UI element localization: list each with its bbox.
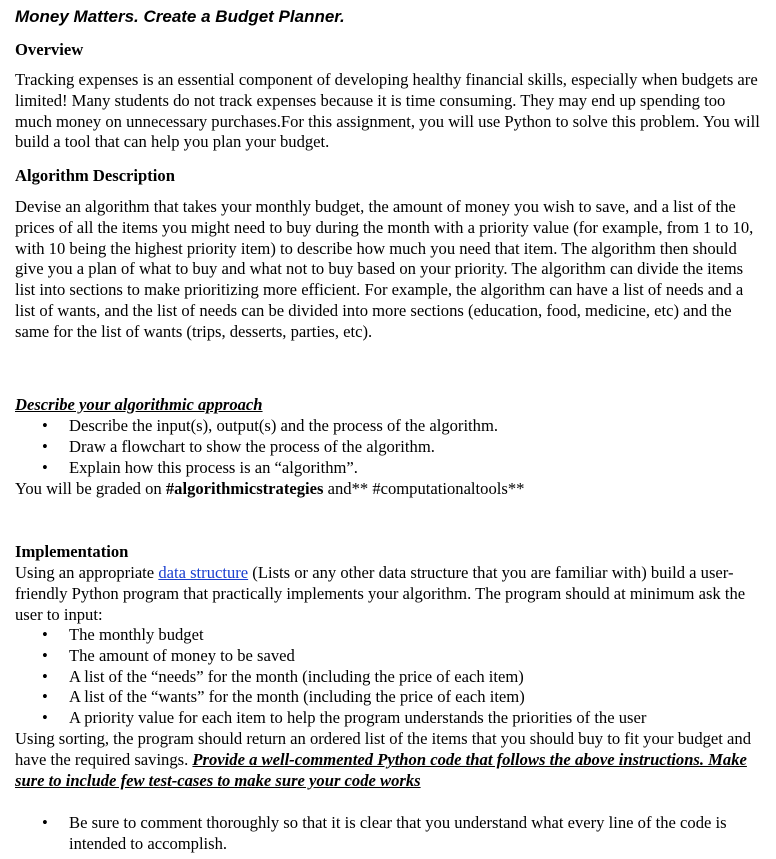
list-item: • The monthly budget <box>15 625 760 646</box>
list-item: • Describe the input(s), output(s) and the process of the algorithm. <box>15 416 760 437</box>
list-item: • A priority value for each item to help the program understands the priorities of the user <box>15 708 760 729</box>
intro-after: (Lists or any other data structure that you are familiar with) build a user-friendly Python program that practically implements your algorithm. The program should at minimum ask the user to input: <box>15 563 746 624</box>
comment-list <box>15 813 760 855</box>
grading-line <box>15 479 760 500</box>
list-item: • The amount of money to be saved <box>15 646 760 667</box>
list-item: • Explain how this process is an “algorithm”. <box>15 458 760 479</box>
implementation-heading: Implementation <box>15 542 129 561</box>
overview-paragraph: Tracking expenses is an essential component of developing healthy financial skills, especially when budgets are limited! Many students do not track expenses because it is time consuming. They may end up spending too much money on unnecessary purchases.For this assignment, you will use Python to solve this problem. You will build a tool that can help you plan your budget. <box>15 70 760 152</box>
implementation-intro <box>15 563 760 625</box>
approach-list <box>15 416 760 478</box>
grading-prefix: You will be graded on <box>15 479 166 498</box>
overview-heading: Overview <box>15 40 84 59</box>
list-item: • Be sure to comment thoroughly so that it is clear that you understand what every line of the code is intended to accomplish. <box>15 813 760 855</box>
grading-tag-computationaltools: and** #computationaltools** <box>323 479 525 498</box>
list-item: • A list of the “wants” for the month (including the price of each item) <box>15 687 760 708</box>
page-title: Money Matters. Create a Budget Planner. <box>15 7 345 26</box>
sorting-text: Using sorting, the program should return an ordered list of the items that you should buy to fit your budget and have the required savings. <box>15 729 751 769</box>
code-requirement-emphasis: Provide a well-commented Python code that follows the above instructions. Make sure to include few test-cases to make sure your code works <box>15 749 747 790</box>
approach-heading: Describe your algorithmic approach <box>15 395 263 414</box>
intro-before: Using an appropriate <box>15 563 159 582</box>
input-list <box>15 625 760 729</box>
algorithm-heading: Algorithm Description <box>15 166 175 185</box>
algorithm-paragraph: Devise an algorithm that takes your monthly budget, the amount of money you wish to save, and a list of the prices of all the items you might need to buy during the month with a priority value (for example, from 1 to 10, with 10 being the highest priority item) to describe how much you need that item. The algorithm then should give you a plan of what to buy and what not to buy based on your priority. The algorithm can divide the items list into sections to make prioritizing more efficient. For example, the algorithm can have a list of needs and a list of wants, and the list of needs can be divided into more sections (education, food, medicine, etc) and the same for the list of wants (trips, desserts, parties, etc). <box>15 197 754 341</box>
list-item: • Draw a flowchart to show the process of the algorithm. <box>15 437 760 458</box>
grading-tag-algorithmicstrategies: #algorithmicstrategies <box>165 479 324 498</box>
list-item: • A list of the “needs” for the month (including the price of each item) <box>15 667 760 688</box>
sorting-paragraph <box>15 729 760 791</box>
data-structure-link[interactable]: data structure <box>158 563 249 582</box>
